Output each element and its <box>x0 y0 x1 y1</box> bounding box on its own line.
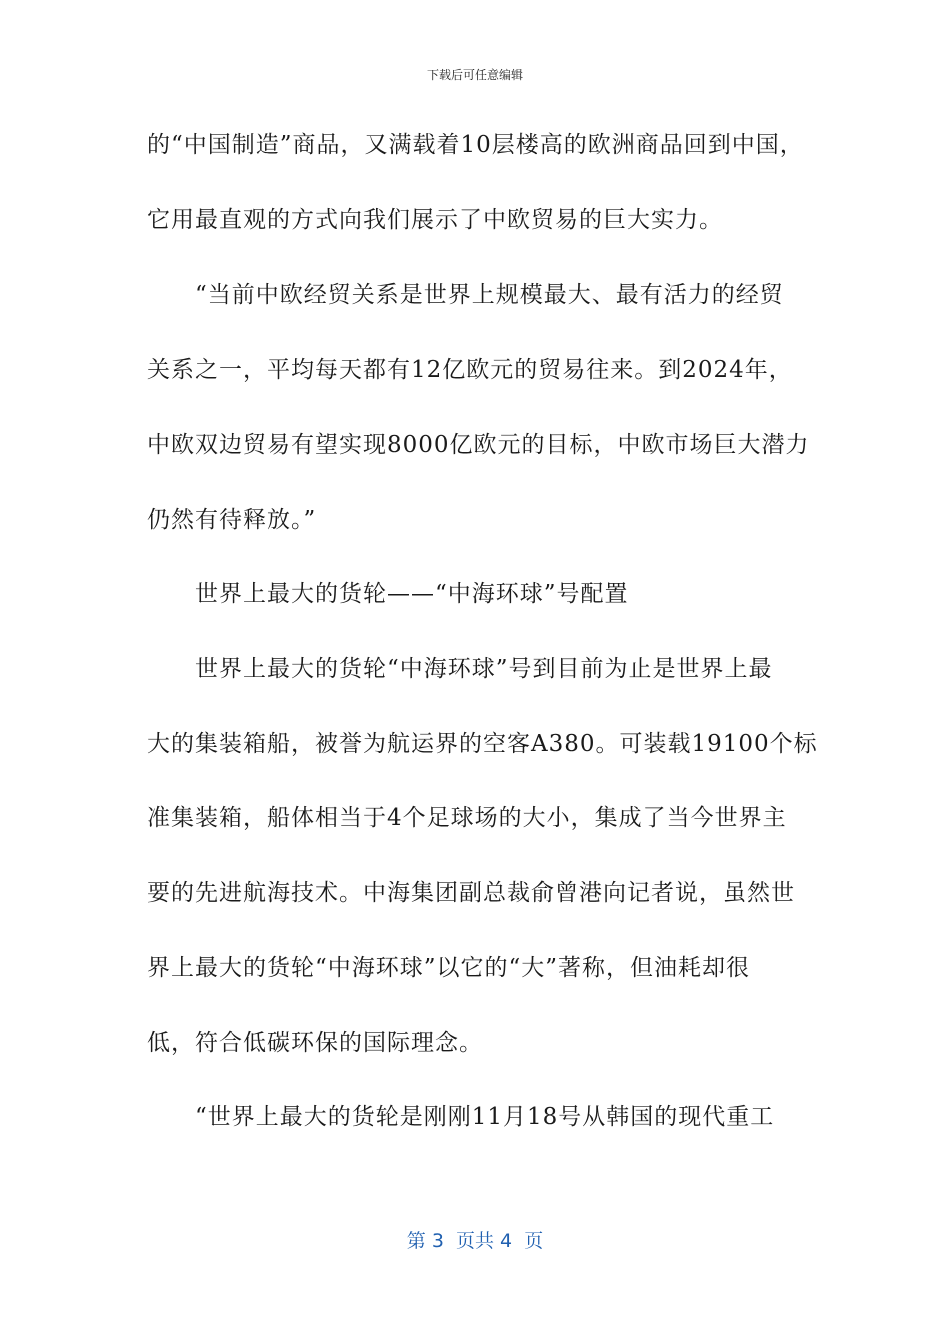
body-line: 仍然有待释放。” <box>147 507 317 533</box>
body-line: 的“中国制造”商品，又满载着10层楼高的欧洲商品回到中国， <box>147 132 804 158</box>
body-line: 要的先进航海技术。中海集团副总裁俞曾港向记者说，虽然世 <box>147 880 795 906</box>
body-line: 准集装箱，船体相当于4个足球场的大小，集成了当今世界主 <box>147 805 787 831</box>
body-line: 它用最直观的方式向我们展示了中欧贸易的巨大实力。 <box>147 207 723 233</box>
page-number-footer: 第 3 页共 4 页 <box>406 1230 544 1252</box>
body-line: “当前中欧经贸关系是世界上规模最大、最有活力的经贸 <box>195 282 784 308</box>
page-header-note: 下载后可任意编辑 <box>426 68 523 82</box>
body-line: 界上最大的货轮“中海环球”以它的“大”著称，但油耗却很 <box>147 955 751 981</box>
body-line: 世界上最大的货轮“中海环球”号到目前为止是世界上最 <box>195 656 773 682</box>
body-line: 中欧双边贸易有望实现8000亿欧元的目标，中欧市场巨大潜力 <box>147 432 810 458</box>
body-line: 大的集装箱船，被誉为航运界的空客A380。可装载19100个标 <box>147 731 818 757</box>
body-line: 关系之一，平均每天都有12亿欧元的贸易往来。到2024年， <box>147 357 793 383</box>
section-heading: 世界上最大的货轮——“中海环球”号配置 <box>195 581 629 607</box>
body-line: “世界上最大的货轮是刚刚11月18号从韩国的现代重工 <box>195 1104 775 1130</box>
body-line: 低，符合低碳环保的国际理念。 <box>147 1030 483 1056</box>
